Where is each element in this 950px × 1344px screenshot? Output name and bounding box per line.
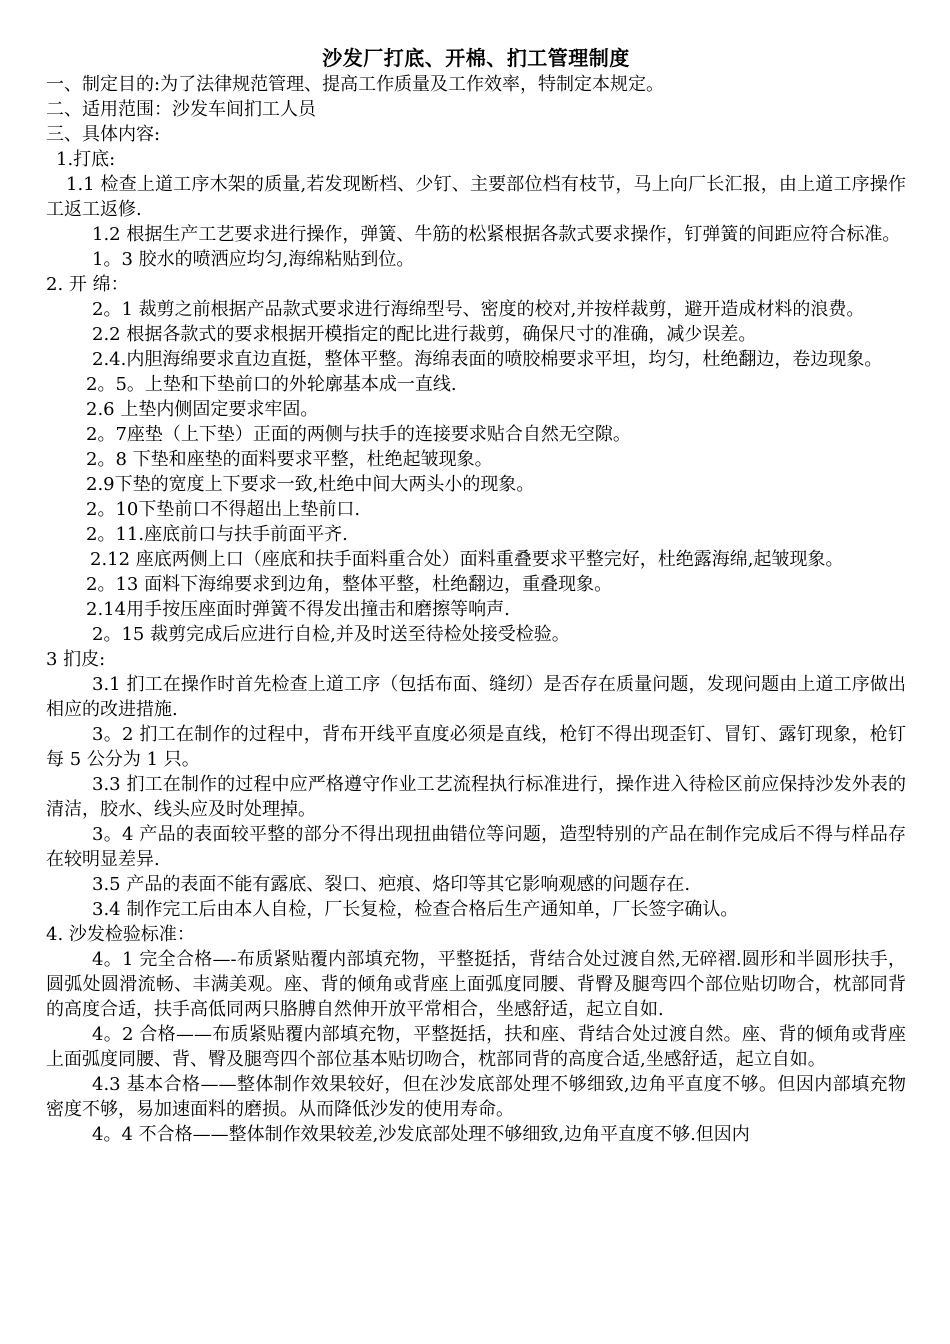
clause-2-1: 2。1 裁剪之前根据产品款式要求进行海绵型号、密度的校对,并按样裁剪，避开造成材料的浪费。 [92,299,865,320]
paragraph-content-heading: 三、具体内容: [46,124,161,145]
clause-4-2: 4。2 合格——布质紧贴覆内部填充物，平整挺括，扶和座、背结合处过渡自然。座、背的倾角或背座上面弧度同腰、背、臀及腿弯四个部位基本贴切吻合，枕部同背的高度合适,坐感舒适，起立自如。 [46,1024,906,1070]
clause-2-5: 2。5。上垫和下垫前口的外轮廓基本成一直线. [86,374,457,395]
clause-2-12: 2.12 座底两侧上口（座底和扶手面料重合处）面料重叠要求平整完好，杜绝露海绵,起皱现象。 [90,549,844,570]
clause-4-1: 4。1 完全合格—-布质紧贴覆内部填充物，平整挺括，背结合处过渡自然,无碎褶.圆形和半圆形扶手，圆弧处圆滑流畅、丰满美观。座、背的倾角或背座上面弧度同腰、背臀及腿弯四个部位贴切吻合，枕部同背的高度合适，扶手高低同两只胳膊自然伸开放平常相合，坐感舒适，起立自如. [46,949,906,1020]
clause-2-4: 2.4.内胆海绵要求直边直挺，整体平整。海绵表面的喷胶棉要求平坦，均匀，杜绝翻边，卷边现象。 [92,349,883,370]
clause-4-4: 4。4 不合格——整体制作效果较差,沙发底部处理不够细致,边角平直度不够.但因内 [92,1124,750,1145]
clause-2-10: 2。10下垫前口不得超出上垫前口. [86,499,361,520]
clause-2-15: 2。15 裁剪完成后应进行自检,并及时送至待检处接受检验。 [92,624,570,645]
clause-3-1: 3.1 扪工在操作时首先检查上道工序（包括布面、缝纫）是否存在质量问题，发现问题由上道工序做出相应的改进措施. [46,674,906,720]
document-title: 沙发厂打底、开棉、扪工管理制度 [322,46,630,70]
section-heading-upholstery: 3 扪皮: [46,649,106,670]
clause-1-3: 1。3 胶水的喷洒应均匀,海绵粘贴到位。 [92,249,415,270]
paragraph-purpose: 一、制定目的:为了法律规范管理、提高工作质量及工作效率，特制定本规定。 [46,74,665,95]
clause-1-1: 1.1 检查上道工序木架的质量,若发现断档、少钉、主要部位档有枝节，马上向厂长汇报，由上道工序操作工返工返修. [46,174,906,220]
clause-2-13: 2。13 面料下海绵要求到边角，整体平整，杜绝翻边，重叠现象。 [86,574,613,595]
clause-2-14: 2.14用手按压座面时弹簧不得发出撞击和磨擦等响声. [86,599,510,620]
section-heading-foam: 2. 开 绵： [46,274,129,295]
clause-2-9: 2.9下垫的宽度上下要求一致,杜绝中间大两头小的现象。 [86,474,535,495]
clause-3-4b: 3.4 制作完工后由本人自检，厂长复检，检查合格后生产通知单，厂长签字确认。 [92,899,739,920]
clause-1-2: 1.2 根据生产工艺要求进行操作，弹簧、牛筋的松紧根据各款式要求操作，钉弹簧的间距应符合标准。 [92,224,901,245]
clause-3-3: 3.3 扪工在制作的过程中应严格遵守作业工艺流程执行标准进行，操作进入待检区前应保持沙发外表的清洁，胶水、线头应及时处理掉。 [46,774,906,820]
clause-3-5: 3.5 产品的表面不能有露底、裂口、疤痕、烙印等其它影响观感的问题存在. [92,874,691,895]
clause-2-6: 2.6 上垫内侧固定要求牢固。 [86,399,319,420]
section-heading-base: 1.打底: [56,149,116,170]
clause-3-2: 3。2 扪工在制作的过程中，背布开线平直度必须是直线，枪钉不得出现歪钉、冒钉、露钉现象，枪钉每 5 公分为 1 只。 [46,724,906,770]
section-heading-inspection: 4. 沙发检验标准： [46,924,195,945]
clause-2-11: 2。11.座底前口与扶手前面平齐. [86,524,348,545]
clause-4-3: 4.3 基本合格——整体制作效果较好，但在沙发底部处理不够细致,边角平直度不够。但因内部填充物密度不够，易加速面料的磨损。从而降低沙发的使用寿命。 [46,1074,906,1120]
clause-2-7: 2。7座垫（上下垫）正面的两侧与扶手的连接要求贴合自然无空隙。 [86,424,631,445]
clause-2-2: 2.2 根据各款式的要求根据开模指定的配比进行裁剪，确保尺寸的准确，减少误差。 [92,324,757,345]
clause-2-8: 2。8 下垫和座垫的面料要求平整，杜绝起皱现象。 [86,449,493,470]
paragraph-scope: 二、适用范围：沙发车间扪工人员 [46,99,316,120]
clause-3-4: 3。4 产品的表面较平整的部分不得出现扭曲错位等问题，造型特别的产品在制作完成后不得与样品存在较明显差异. [46,824,906,870]
